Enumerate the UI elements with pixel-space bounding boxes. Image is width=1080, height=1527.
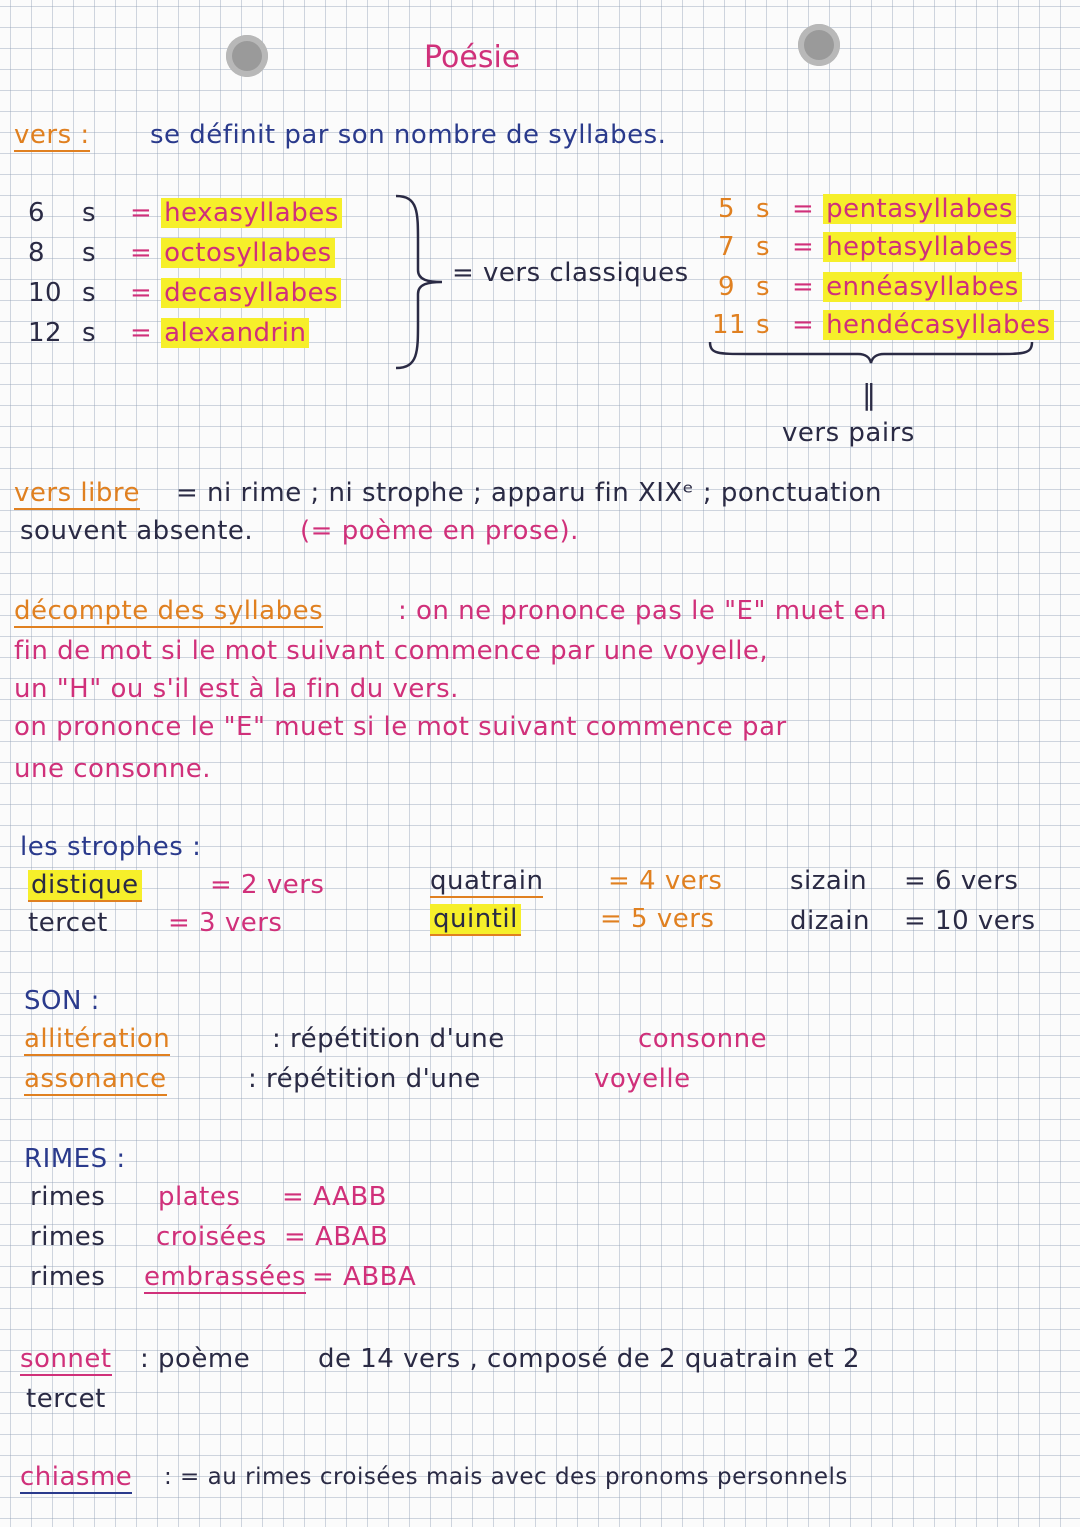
right-item-s: s xyxy=(756,194,771,224)
binder-hole-right xyxy=(798,24,840,66)
right-item-count: 5 xyxy=(718,194,736,224)
left-item-s: s xyxy=(82,238,97,268)
vers-label: vers : xyxy=(14,120,90,150)
son-asson-def: : répétition d'une xyxy=(248,1064,481,1094)
rime-word: rimes xyxy=(30,1182,106,1212)
highlight-enneasyllabes: ennéasyllabes xyxy=(823,272,1022,302)
decompte-line3: un "H" ou s'il est à la fin du vers. xyxy=(14,674,459,704)
highlight-hexasyllabes: hexasyllabes xyxy=(161,198,342,228)
left-item-s: s xyxy=(82,198,97,228)
rime-kind: croisées xyxy=(156,1222,267,1252)
chiasme-label: chiasme xyxy=(20,1462,133,1492)
decompte-line5: une consonne. xyxy=(14,754,212,784)
chiasme-text: : = au rimes croisées mais avec des pronoms personnels xyxy=(164,1464,848,1490)
page-title: Poésie xyxy=(424,40,521,75)
equals-sign: ‖ xyxy=(862,378,876,411)
highlight-pentasyllabes: pentasyllabes xyxy=(823,194,1016,224)
highlight-heptasyllabes: heptasyllabes xyxy=(823,232,1016,262)
left-item-s: s xyxy=(82,278,97,308)
son-label: SON : xyxy=(24,986,100,1016)
decompte-label: décompte des syllabes xyxy=(14,596,324,626)
rime-word: rimes xyxy=(30,1262,106,1292)
rime-word: rimes xyxy=(30,1222,106,1252)
left-item-count: 8 xyxy=(28,238,46,268)
strophe-sizain-value: = 6 vers xyxy=(904,866,1019,896)
rime-scheme: = ABBA xyxy=(312,1262,417,1292)
left-item-name: = alexandrin xyxy=(130,318,309,348)
curly-brace-icon xyxy=(388,192,448,372)
strophe-quatrain: quatrain xyxy=(430,866,544,896)
vers-definition: se définit par son nombre de syllabes. xyxy=(150,120,667,150)
vers-libre-line1: = ni rime ; ni strophe ; apparu fin XIXᵉ ; ponctuation xyxy=(176,478,882,508)
strophes-label: les strophes : xyxy=(20,832,202,862)
vers-classiques-label: = vers classiques xyxy=(452,258,689,288)
binder-hole-left xyxy=(226,35,268,77)
strophe-quatrain-value: = 4 vers xyxy=(608,866,723,896)
son-asson-name: assonance xyxy=(24,1064,167,1094)
vers-libre-label: vers libre xyxy=(14,478,140,508)
strophe-tercet: tercet xyxy=(28,908,108,938)
son-asson-def-b: voyelle xyxy=(594,1064,691,1094)
right-item-name: = hendécasyllabes xyxy=(792,310,1054,340)
highlight-alexandrin: alexandrin xyxy=(161,318,309,348)
vers-libre-line2a: souvent absente. xyxy=(20,516,254,546)
right-item-s: s xyxy=(756,310,771,340)
rimes-label: RIMES : xyxy=(24,1144,126,1174)
sonnet-line1a: : poème xyxy=(140,1344,251,1374)
decompte-line1: : on ne prononce pas le "E" muet en xyxy=(398,596,887,626)
right-item-name: = ennéasyllabes xyxy=(792,272,1022,302)
sonnet-line1b: de 14 vers , composé de 2 quatrain et 2 xyxy=(318,1344,861,1374)
right-item-name: = pentasyllabes xyxy=(792,194,1016,224)
right-item-s: s xyxy=(756,272,771,302)
rime-scheme: = AABB xyxy=(282,1182,388,1212)
underbrace-icon xyxy=(708,340,1034,364)
left-item-s: s xyxy=(82,318,97,348)
highlight-hendecasyllabes: hendécasyllabes xyxy=(823,310,1054,340)
highlight-octosyllabes: octosyllabes xyxy=(161,238,335,268)
strophe-dizain-value: = 10 vers xyxy=(904,906,1036,936)
left-item-count: 12 xyxy=(28,318,63,348)
left-item-count: 6 xyxy=(28,198,46,228)
rime-scheme: = ABAB xyxy=(284,1222,389,1252)
strophe-quintil xyxy=(430,904,521,934)
right-item-count: 11 xyxy=(712,310,747,340)
vers-pairs-label: vers pairs xyxy=(782,418,915,448)
son-allit-name: allitération xyxy=(24,1024,171,1054)
vers-label-text: vers xyxy=(14,120,72,150)
sonnet-line2: tercet xyxy=(26,1384,106,1414)
right-item-count: 7 xyxy=(718,232,736,262)
strophe-sizain: sizain xyxy=(790,866,868,896)
left-item-name: = octosyllabes xyxy=(130,238,335,268)
strophe-distique-value: = 2 vers xyxy=(210,870,325,900)
right-item-s: s xyxy=(756,232,771,262)
sonnet-label: sonnet xyxy=(20,1344,112,1374)
highlight-decasyllabes: decasyllabes xyxy=(161,278,341,308)
highlight-distique: distique xyxy=(28,870,142,902)
decompte-line2: fin de mot si le mot suivant commence par une voyelle, xyxy=(14,636,769,666)
left-item-count: 10 xyxy=(28,278,63,308)
highlight-quintil: quintil xyxy=(430,904,521,936)
decompte-line4: on prononce le "E" muet si le mot suivant commence par xyxy=(14,712,787,742)
left-item-name: = hexasyllabes xyxy=(130,198,342,228)
son-allit-def-b: consonne xyxy=(638,1024,768,1054)
right-item-count: 9 xyxy=(718,272,736,302)
strophe-quintil-value: = 5 vers xyxy=(600,904,715,934)
vers-libre-line2b: (= poème en prose). xyxy=(300,516,579,546)
rime-kind: plates xyxy=(158,1182,241,1212)
strophe-tercet-value: = 3 vers xyxy=(168,908,283,938)
left-item-name: = decasyllabes xyxy=(130,278,341,308)
son-allit-def: : répétition d'une xyxy=(272,1024,505,1054)
right-item-name: = heptasyllabes xyxy=(792,232,1016,262)
rime-kind: embrassées xyxy=(144,1262,307,1292)
strophe-dizain: dizain xyxy=(790,906,871,936)
strophe-distique xyxy=(28,870,142,900)
